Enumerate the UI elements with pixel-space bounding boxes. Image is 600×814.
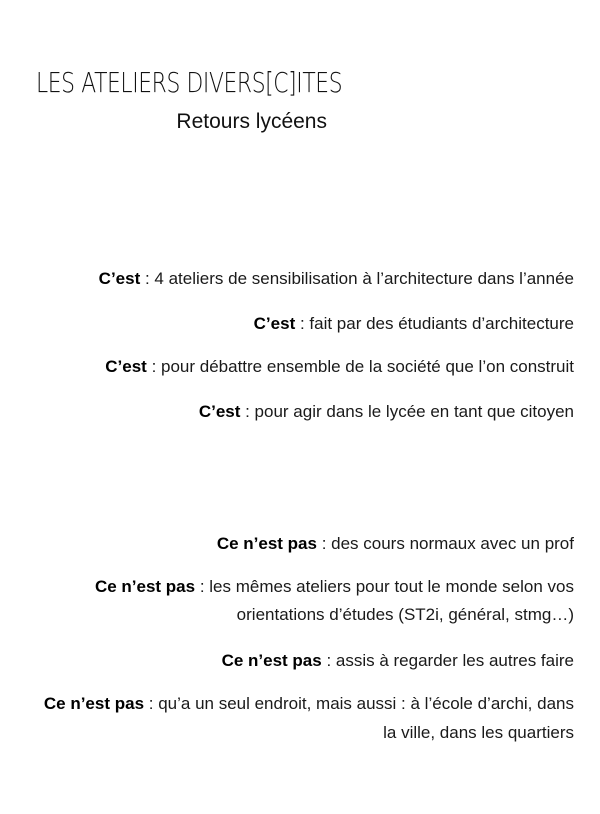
cenestpas-keyword: Ce n’est pas — [216, 534, 317, 553]
cenestpas-keyword: Ce n’est pas — [94, 577, 196, 596]
cenestpas-line-4 — [44, 693, 574, 715]
cest-keyword: C’est — [198, 402, 241, 421]
cenestpas-line-3 — [222, 650, 574, 672]
cest-line-3 — [105, 356, 574, 378]
cenestpas-text: : assis à regarder les autres faire — [321, 651, 574, 670]
page-title: LES ATELIERS DIVERS[C]ITES — [36, 66, 343, 99]
cest-line-4 — [199, 401, 574, 423]
cenestpas-keyword: Ce n’est pas — [43, 694, 145, 713]
cenestpas-text: : des cours normaux avec un prof — [316, 534, 574, 553]
cenestpas-line-1 — [217, 533, 574, 555]
cenestpas-line-2-continuation: orientations d’études (ST2i, général, stmg…) — [236, 605, 574, 624]
cenestpas-keyword: Ce n’est pas — [221, 651, 322, 670]
cest-keyword: C’est — [98, 269, 141, 288]
cenestpas-text: : qu’a un seul endroit, mais aussi : à l’école d’archi, dans — [144, 694, 574, 713]
cest-keyword: C’est — [105, 357, 147, 376]
cest-text: : 4 ateliers de sensibilisation à l’architecture dans l’année — [140, 269, 574, 288]
page-subtitle: Retours lycéens — [176, 110, 327, 133]
cest-keyword: C’est — [253, 314, 296, 333]
cenestpas-line-4-continuation: la ville, dans les quartiers — [383, 723, 574, 742]
cest-text: : pour agir dans le lycée en tant que citoyen — [240, 402, 574, 421]
cest-line-2 — [254, 313, 574, 335]
cenestpas-line-2 — [95, 576, 574, 598]
cest-text: : pour débattre ensemble de la société que l’on construit — [146, 357, 574, 376]
cest-line-1 — [99, 268, 574, 290]
cest-text: : fait par des étudiants d’architecture — [295, 314, 574, 333]
cenestpas-text: : les mêmes ateliers pour tout le monde selon vos — [195, 577, 574, 596]
